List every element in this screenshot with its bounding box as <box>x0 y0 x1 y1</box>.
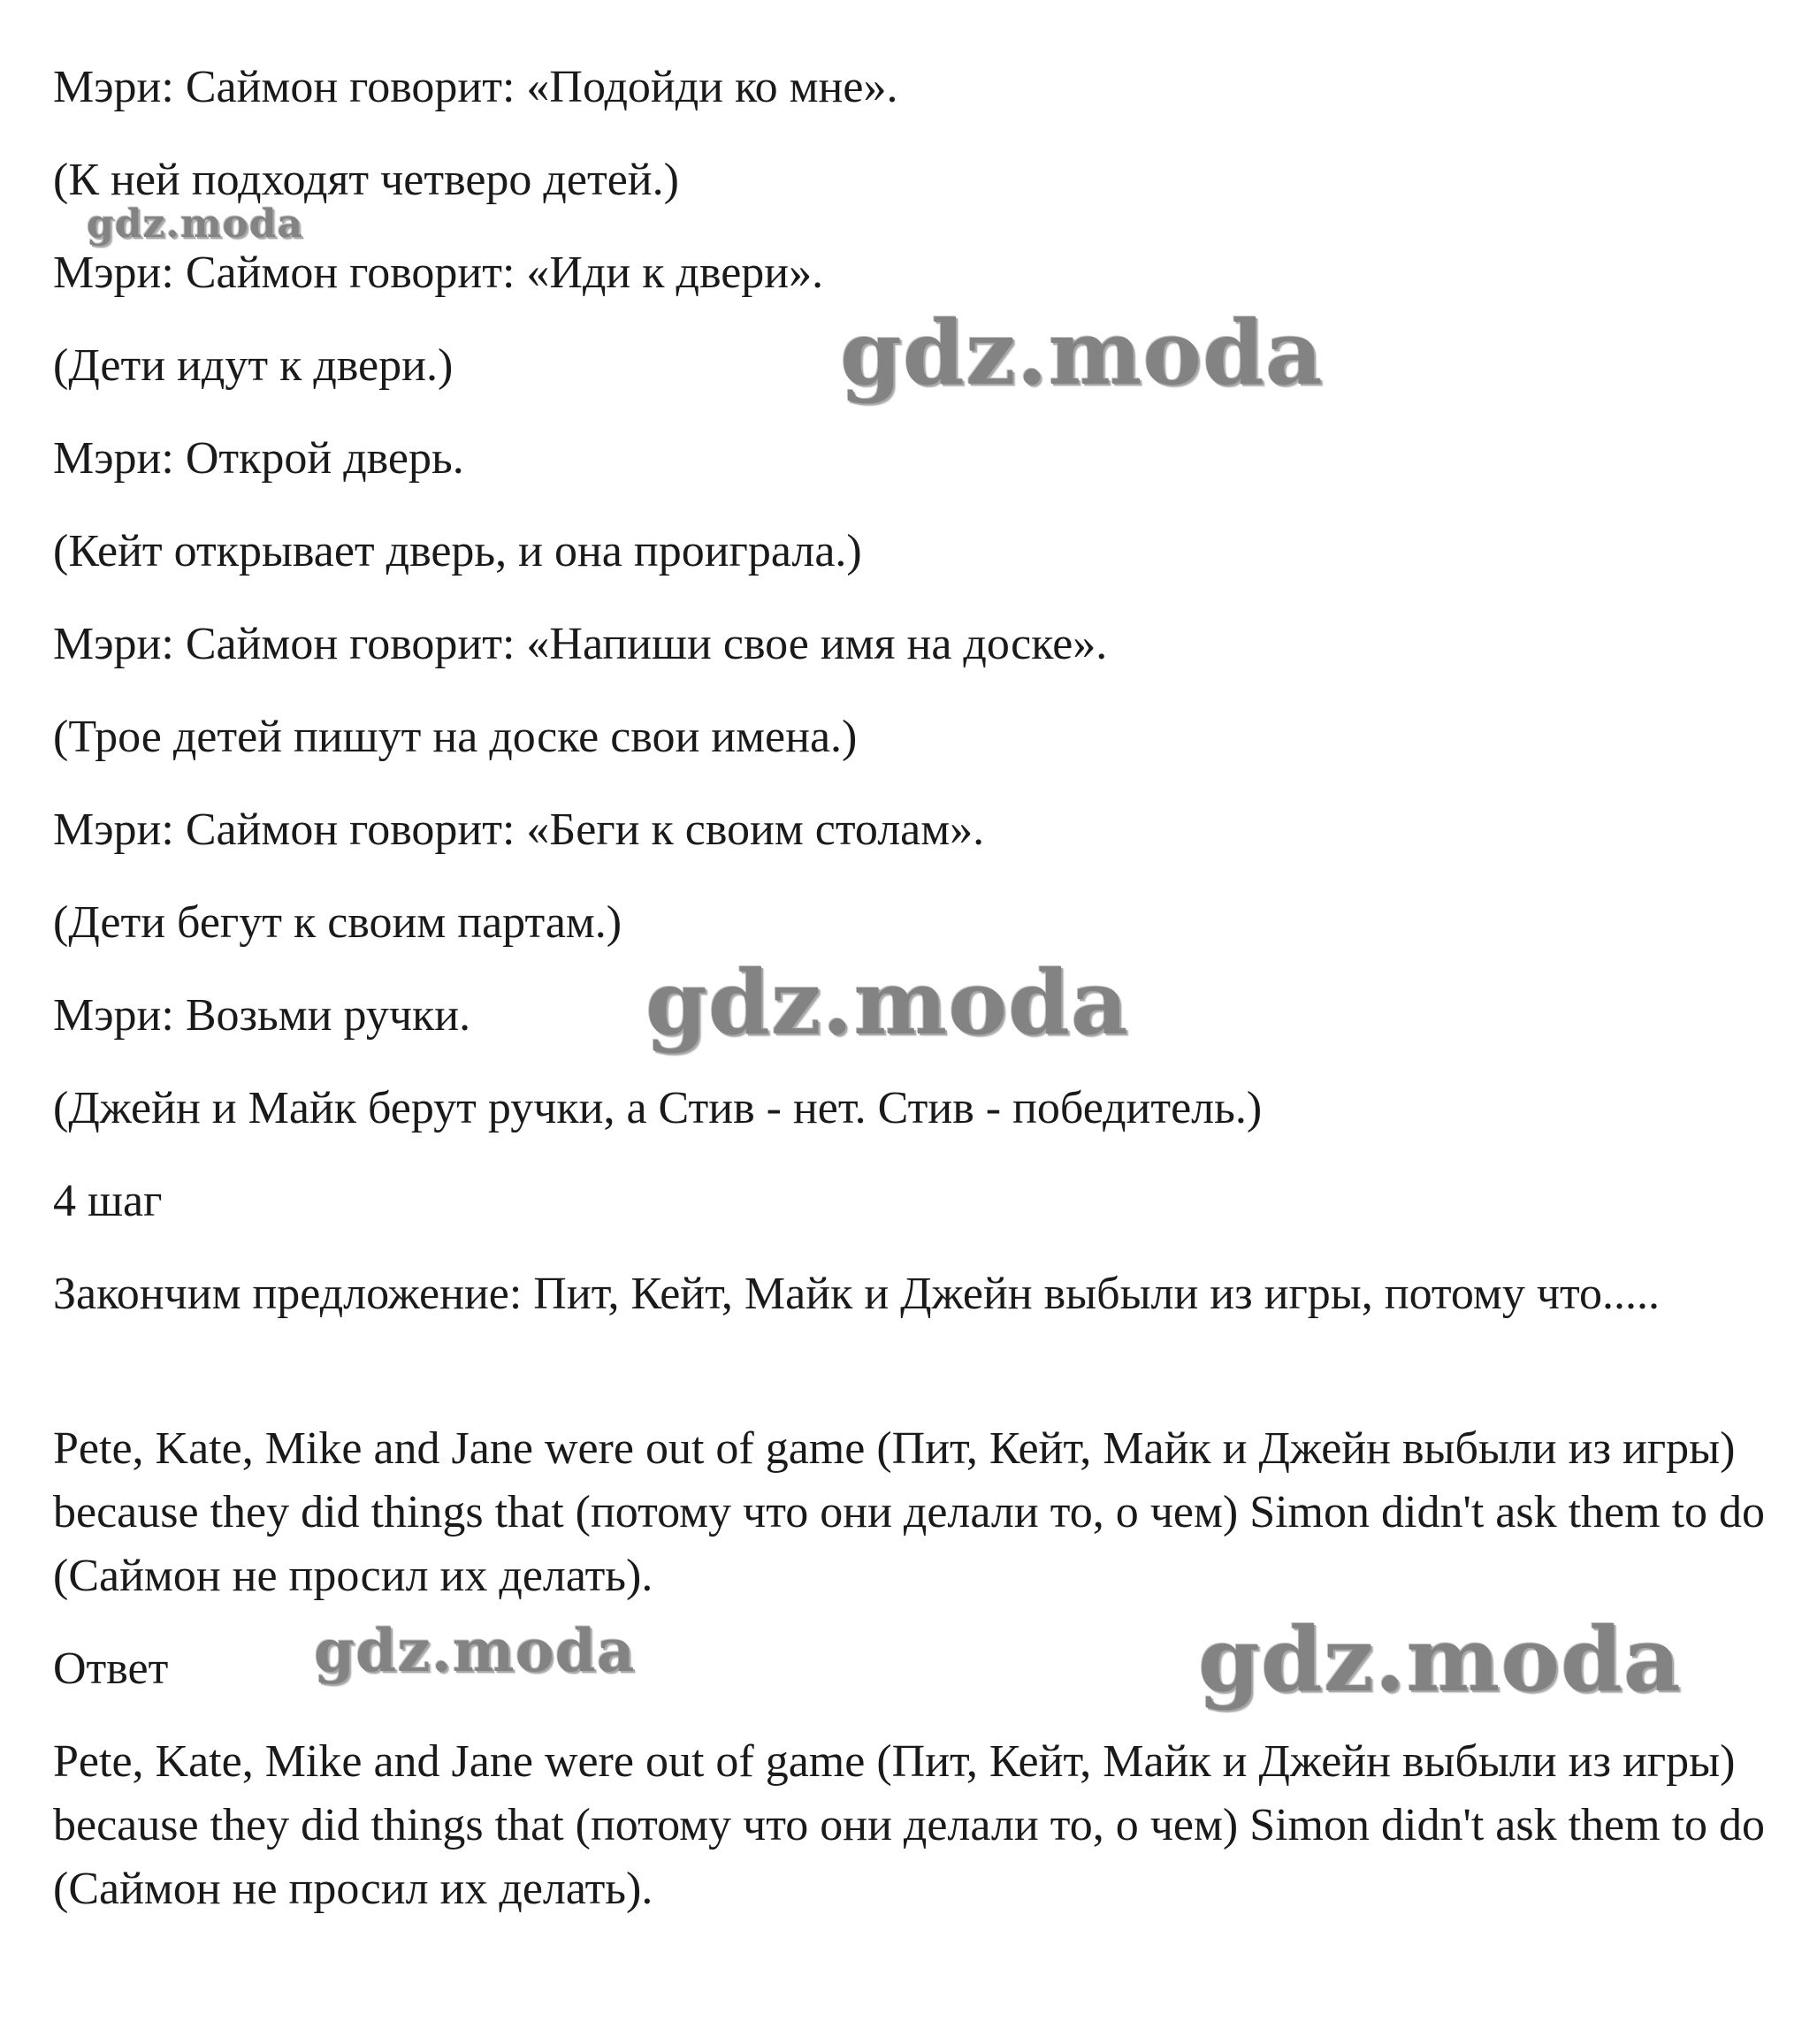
stage-direction-1: (К ней подходят четверо детей.) <box>53 155 679 205</box>
dialogue-line-4: Мэри: Саймон говорит: «Напиши свое имя на доске». <box>53 619 1108 669</box>
explanation-paragraph: Pete, Kate, Mike and Jane were out of game (Пит, Кейт, Майк и Джейн выбыли из игры) because they did things that (потому что они делали то, о чем) Simon didn't ask them to do (Саймон не просил их делать). <box>53 1423 1766 1601</box>
stage-direction-5: (Дети бегут к своим партам.) <box>53 897 622 948</box>
task-paragraph: Закончим предложение: Пит, Кейт, Майк и Джейн выбыли из игры, потому что..... <box>53 1269 1661 1319</box>
watermark-large-2: gdz.moda <box>645 950 1129 1055</box>
watermark-medium: gdz.moda <box>314 1616 636 1685</box>
stage-direction-6: (Джейн и Майк берут ручки, а Стив - нет. Стив - победитель.) <box>53 1083 1263 1133</box>
watermark-large-3: gdz.moda <box>1198 1607 1682 1712</box>
dialogue-line-1: Мэри: Саймон говорит: «Подойди ко мне». <box>53 62 898 112</box>
answer-heading: Ответ <box>53 1644 169 1694</box>
dialogue-line-3: Мэри: Открой дверь. <box>53 433 464 484</box>
answer-paragraph: Pete, Kate, Mike and Jane were out of game (Пит, Кейт, Майк и Джейн выбыли из игры) because they did things that (потому что они делали то, о чем) Simon didn't ask them to do (Саймон не просил их делать). <box>53 1736 1766 1914</box>
stage-direction-2: (Дети идут к двери.) <box>53 340 454 391</box>
stage-direction-3: (Кейт открывает дверь, и она проиграла.) <box>53 526 862 576</box>
dialogue-line-2: Мэри: Саймон говорит: «Иди к двери». <box>53 248 824 298</box>
stage-direction-4: (Трое детей пишут на доске свои имена.) <box>53 712 858 762</box>
watermark-small-top: gdz.moda <box>87 202 304 247</box>
dialogue-line-6: Мэри: Возьми ручки. <box>53 990 471 1041</box>
step-heading: 4 шаг <box>53 1176 163 1226</box>
dialogue-line-5: Мэри: Саймон говорит: «Беги к своим столам». <box>53 805 985 855</box>
watermark-large-1: gdz.moda <box>840 301 1324 405</box>
